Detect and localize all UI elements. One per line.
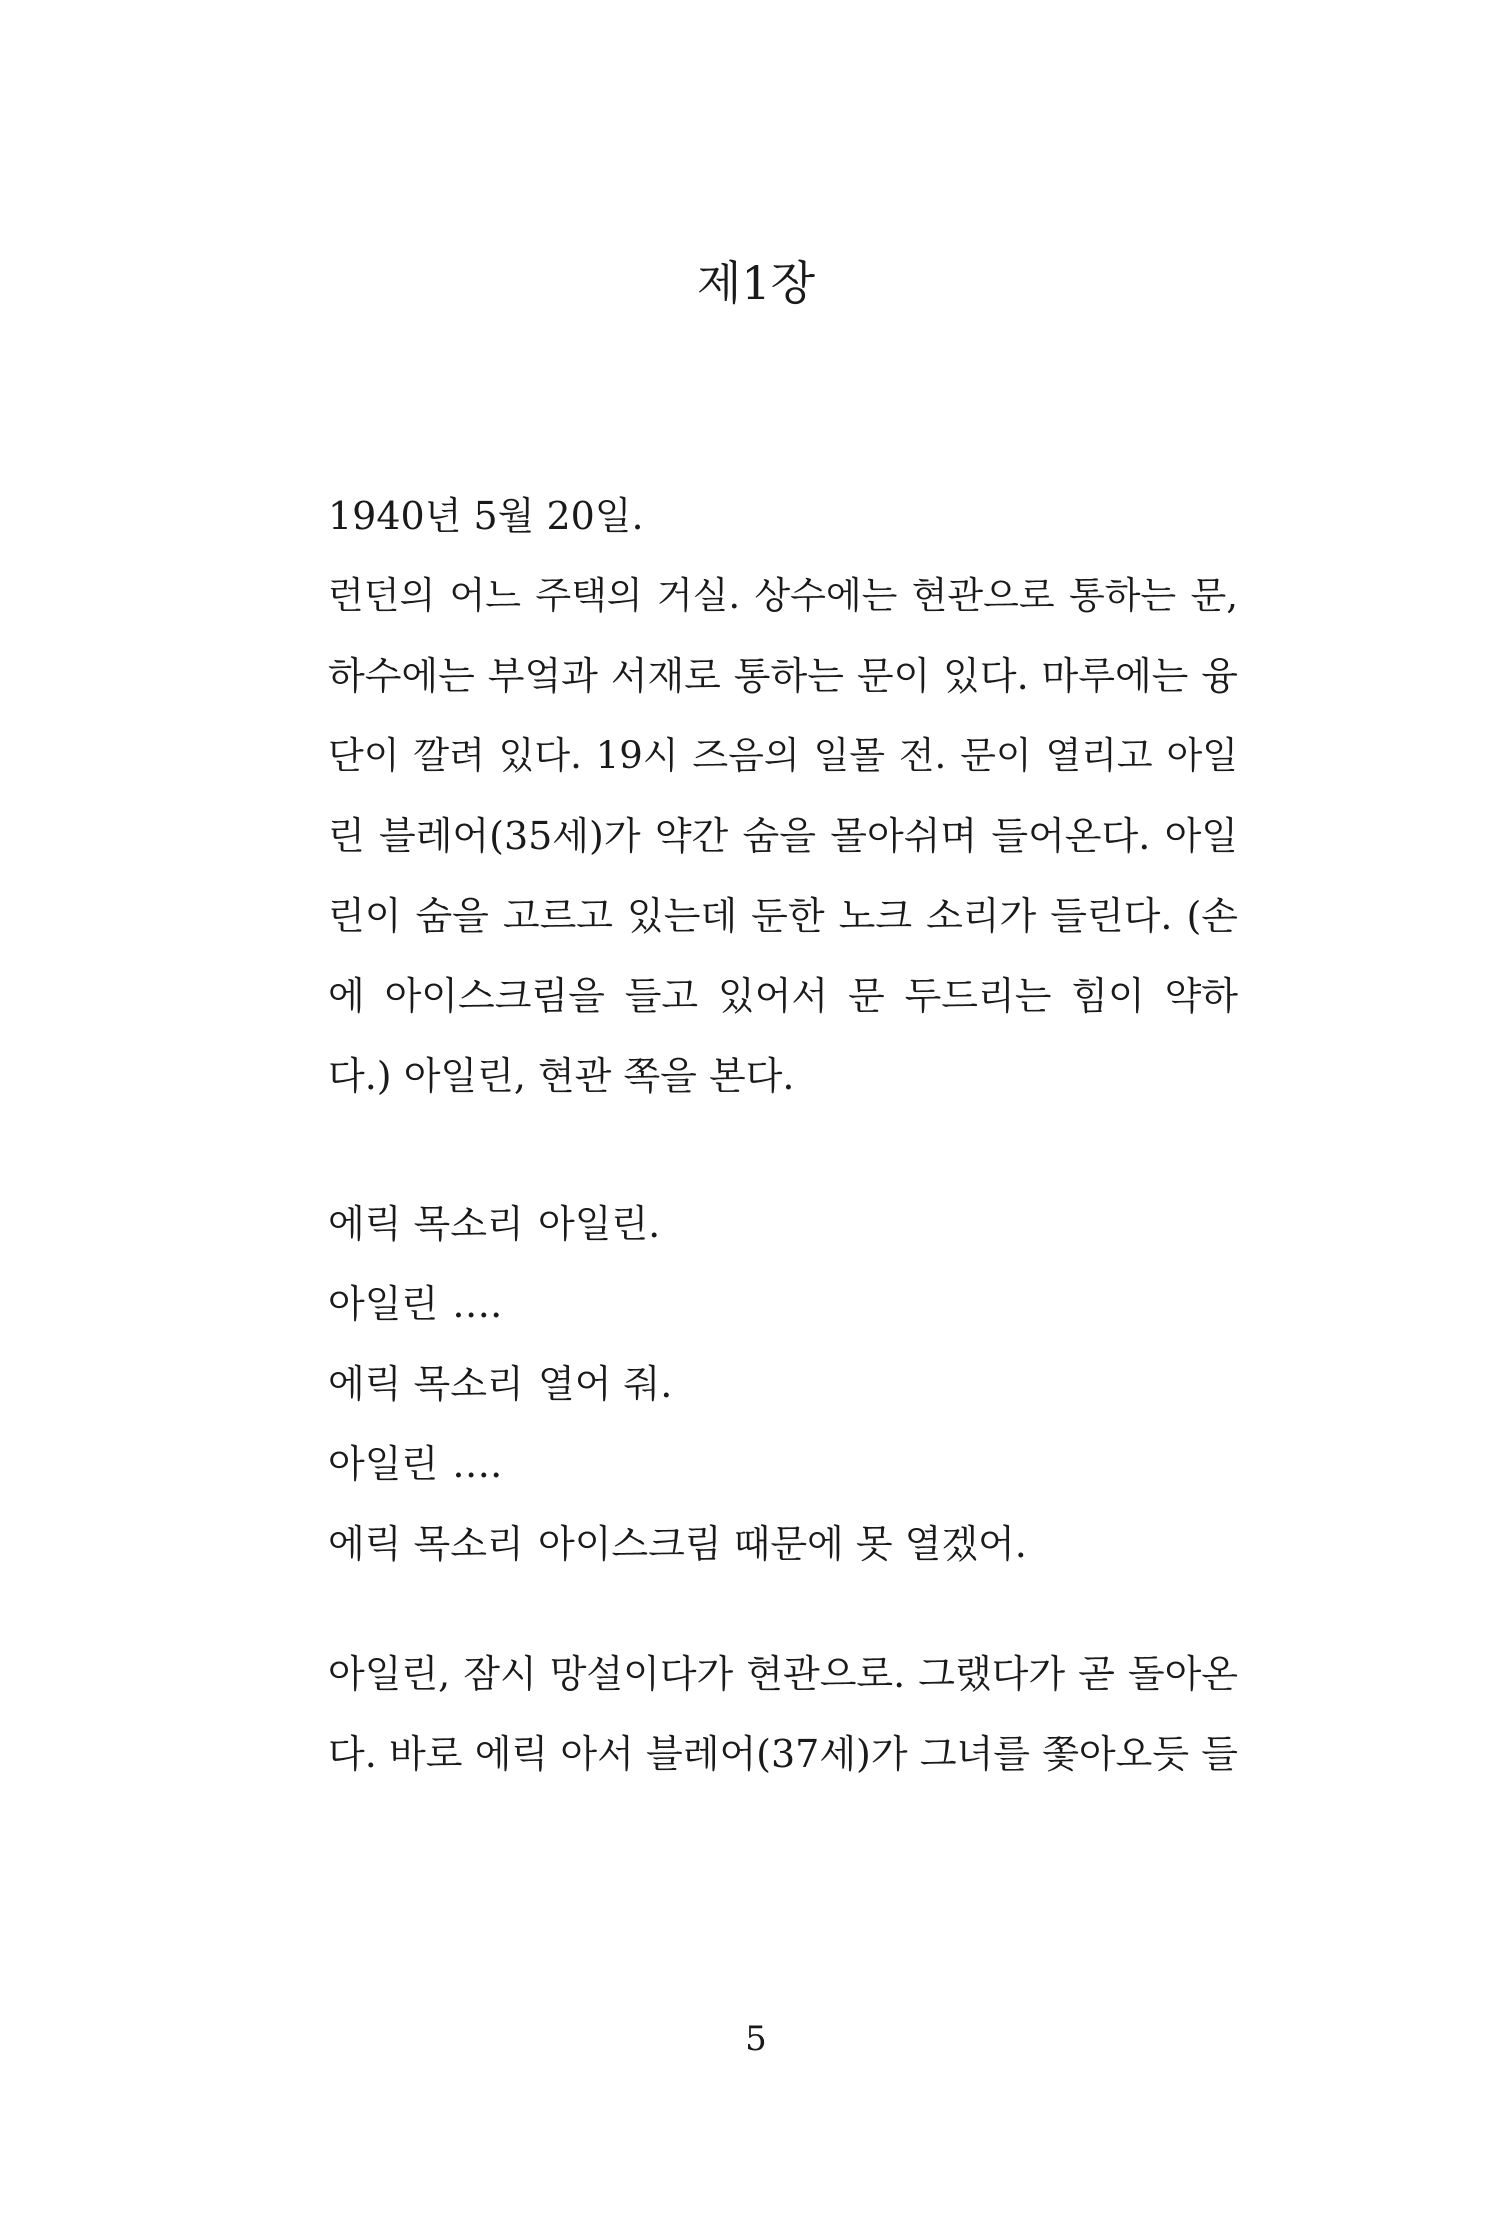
speaker-name: 아일린 [328,1282,439,1326]
speech-line: 아일린. [538,1202,661,1246]
speech-line: 아이스크림 때문에 못 열겠어. [538,1522,1027,1566]
speaker-name: 아일린 [328,1442,439,1486]
dialogue-row [328,1264,1238,1344]
speech-line: 열어 줘. [538,1362,673,1406]
stage-direction-line: 린이 숨을 고르고 있는데 둔한 노크 소리가 들린다. (손 [328,894,1238,938]
speaker-name: 에릭 목소리 [328,1522,524,1566]
chapter-title: 제1장 [696,256,816,310]
stage-direction-line: 에 아이스크림을 들고 있어서 문 두드리는 힘이 약하 [328,974,1238,1018]
stage-direction-line: 린 블레어(35세)가 약간 숨을 몰아쉬며 들어온다. 아일 [328,814,1238,858]
speaker-name: 에릭 목소리 [328,1202,524,1246]
dialogue-row [328,1184,1238,1264]
dialogue-row [328,1504,1238,1584]
dialogue-block [328,1184,1238,1584]
page-number: 5 [745,2019,767,2059]
stage-direction-line: 하수에는 부엌과 서재로 통하는 문이 있다. 마루에는 융 [328,654,1238,698]
dialogue-row [328,1424,1238,1504]
stage-direction-line: 다.) 아일린, 현관 쪽을 본다. [328,1054,795,1098]
stage-direction-line: 런던의 어느 주택의 거실. 상수에는 현관으로 통하는 문, [328,574,1238,617]
stage-direction-line: 아일린, 잠시 망설이다가 현관으로. 그랬다가 곧 돌아온 [328,1652,1238,1696]
dialogue-row [328,1344,1238,1424]
speech-line: …. [452,1282,503,1326]
speech-line: …. [452,1442,503,1486]
speaker-name: 에릭 목소리 [328,1362,524,1406]
stage-direction-line: 다. 바로 에릭 아서 블레어(37세)가 그녀를 쫓아오듯 들 [328,1732,1238,1776]
stage-direction-line: 단이 깔려 있다. 19시 즈음의 일몰 전. 문이 열리고 아일 [328,734,1238,777]
stage-direction-followup [328,1634,1238,1794]
stage-direction-opening [328,476,1238,1116]
stage-direction-date-line: 1940년 5월 20일. [328,494,644,538]
